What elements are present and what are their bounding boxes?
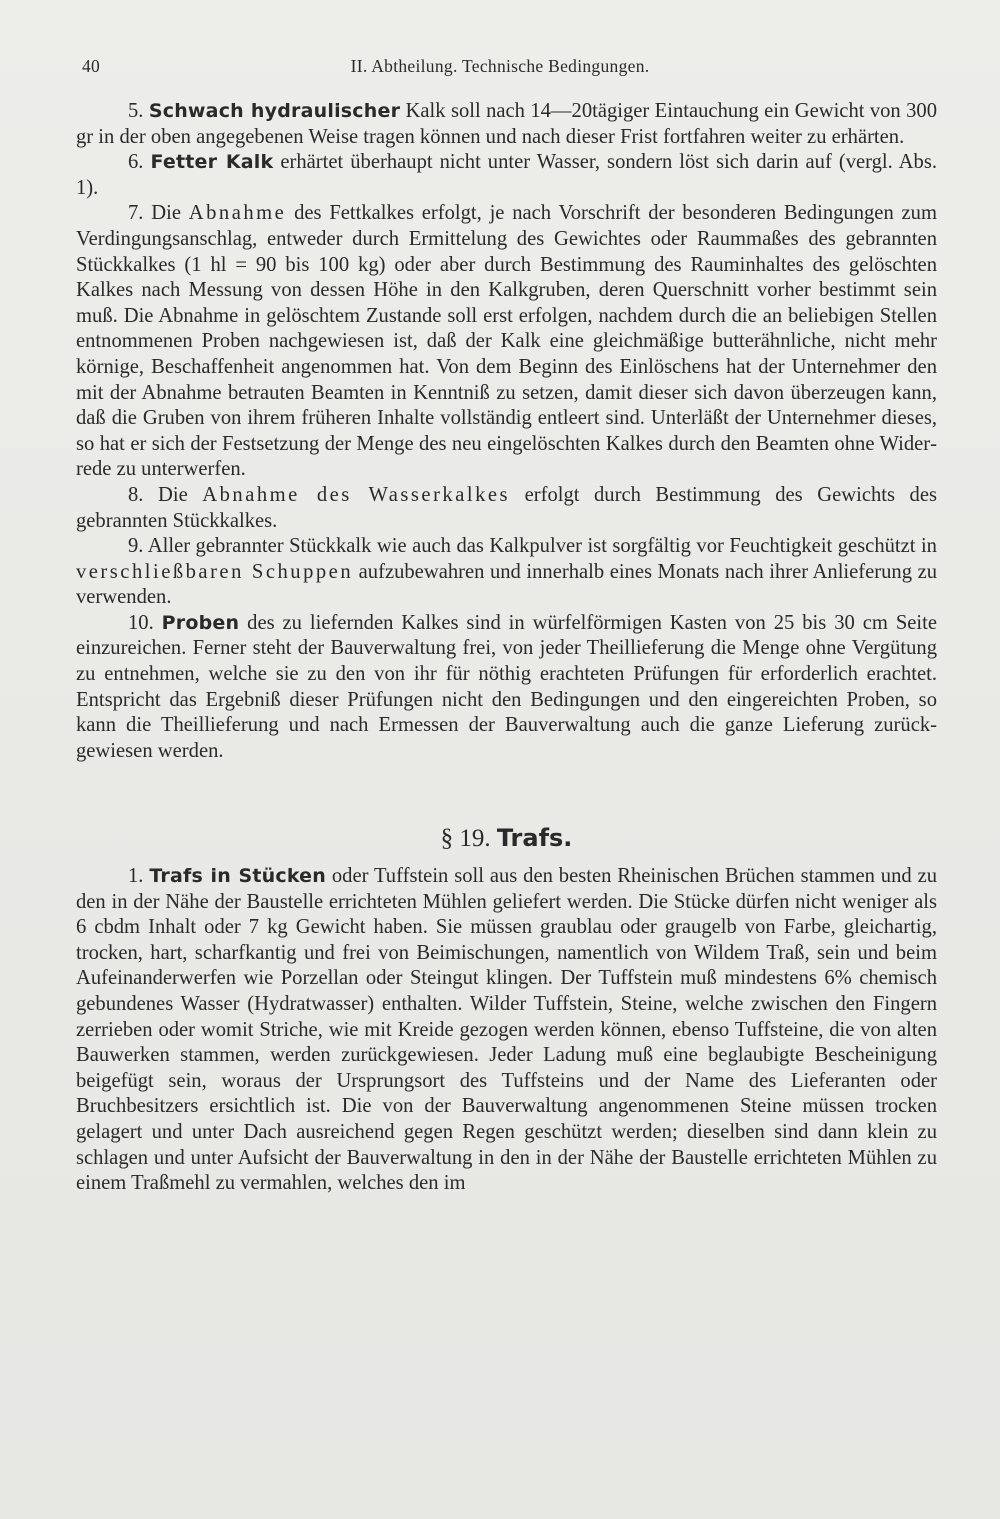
paragraph-10 xyxy=(76,611,937,765)
running-title: II. Abtheilung. Technische Bedingungen. xyxy=(350,56,650,76)
page-number: 40 xyxy=(82,56,101,76)
paragraph-text: erfolgt durch Bestimmung des Gewichts des gebrannten Stückkalkes. xyxy=(76,483,937,532)
page-body xyxy=(76,99,937,1197)
paragraph-text: erhärtet überhaupt nicht unter Wasser, sondern löst sich darin auf (vergl. Abs. 1). xyxy=(76,151,938,199)
paragraph-text: aufzubewahren und innerhalb eines Monats nach ihrer Anlieferung zu verwenden. xyxy=(76,560,937,609)
section-title: Trafs. xyxy=(496,824,573,853)
paragraph-5 xyxy=(76,99,937,150)
bold-term: Proben xyxy=(161,611,240,634)
paragraph-number: 8. Die xyxy=(128,483,203,506)
page-header xyxy=(82,56,918,86)
bold-term: Fetter Kalk xyxy=(150,151,274,174)
paragraph-number: 10. xyxy=(128,611,162,634)
paragraph-number: 1. xyxy=(128,865,150,888)
paragraph-text: Aller gebrannter Stückkalk wie auch das Kalkpulver ist sorgfältig vor Feuchtigkeit geschützt in xyxy=(147,535,937,558)
spaced-term: Abnahme xyxy=(188,202,287,225)
paragraph-text: oder Tuffstein soll aus den besten Rheinischen Brüchen stammen und zu den in der Nähe der Baustelle errichteten Mühlen geliefert werden. Die Stücke dürfen nicht weniger als 6 cbdm Inhalt oder 7 kg Gewicht haben. Sie müssen graublau oder graugelb von Farbe, gleichartig, trocken, hart, scharfkantig und frei von Beimischungen, namentlich von Wildem Traß, sein und beim Aufeinanderwerfen wie Porzellan oder Steingut klingen. Der Tuffstein muß mindestens 6% chemisch gebundenes Wasser (Hydratwasser) enthalten. Wilder Tuffstein, Steine, welche zwischen den Fingern zerrieben oder womit Striche, wie mit Kreide gezogen werden können, ebenso Tuffsteine, die von alten Bauwerken stammen, werden zurückgewiesen. Jeder Ladung muß eine beglaubigte Bescheinigung beigefügt sein, woraus der Ursprungsort des Tuffsteins und der Name des Lieferanten oder Bruchbesitzers ersichtlich ist. Die von der Bauverwaltung angenommenen Steine müssen trocken gelagert und unter Dach ausreichend gegen Regen geschützt werden; dieselben sind dann klein zu schlagen und unter Aufsicht der Bauverwaltung in den in der Nähe der Baustelle errichteten Mühlen zu einem Traßmehl zu vermahlen, welches den im xyxy=(76,865,938,1195)
section-paragraph-1 xyxy=(76,864,937,1197)
bold-term: Trafs in Stücken xyxy=(149,865,326,888)
section-heading xyxy=(76,826,937,852)
paragraph-text: des zu liefernden Kalkes sind in würfelförmigen Kasten von 25 bis 30 cm Seite einzureichen. Ferner steht der Bauverwaltung frei, von jeder Theillieferung die Menge ohne Vergütung zu entnehmen, welche sie zu den von ihr für nöthig erachteten Prüfungen für erforderlich erachtet. Entspricht das Ergebniß dieser Prüfungen nicht den Bedingungen und den eingereichten Proben, so kann die Theillieferung und nach Ermessen der Bauverwaltung auch die ganze Lieferung zurückgewiesen werden. xyxy=(76,611,937,762)
paragraph-number: 9. xyxy=(128,535,148,558)
paragraph-number: 7. Die xyxy=(128,202,189,225)
spaced-term: verschließbaren Schuppen xyxy=(76,560,354,583)
paragraph-number: 6. xyxy=(128,151,151,174)
paragraph-8 xyxy=(76,483,937,534)
paragraph-6 xyxy=(76,150,937,201)
paragraph-9 xyxy=(76,534,937,611)
spaced-term: Abnahme des Wasserkalkes xyxy=(202,483,511,506)
paragraph-text: Kalk soll nach 14—20tägiger Eintauchung ein Gewicht von 300 gr in der oben angegebenen Weise tragen können und nach dieser Frist fortfahren weiter zu erhärten. xyxy=(76,100,938,148)
paragraph-7 xyxy=(76,201,937,483)
paragraph-text: des Fettkalkes erfolgt, je nach Vorschrift der besonderen Bedingungen zum Verdingungsanschlag, entweder durch Ermittelung des Gewichtes oder Raummaßes des gebrannten Stückkalkes (1 hl = 90 bis 100 kg) oder aber durch Bestimmung des Rauminhaltes des gelöschten Kalkes nach Messung von dessen Höhe in den Kalkgruben, deren Querschnitt vorher bestimmt sein muß. Die Abnahme in gelöschtem Zustande soll erst erfolgen, nachdem durch die an beliebigen Stellen entnommenen Proben nachgewiesen ist, daß der Kalk eine gleichmäßige butterähnliche, nicht mehr körnige, Beschaffenheit angenommen hat. Von dem Beginn des Einlöschens hat der Unternehmer den mit der Abnahme betrauten Beamten in Kenntniß zu setzen, damit dieser sich davon überzeugen kann, daß die Gruben von ihrem früheren Inhalte vollständig entleert sind. Unterläßt der Unternehmer dieses, so hat er sich der Festsetzung der Menge des neu eingelöschten Kalkes durch den Beamten ohne Widerrede zu unterwerfen. xyxy=(76,202,937,481)
section-number: § 19. xyxy=(440,825,491,853)
bold-term: Schwach hydraulischer xyxy=(148,100,401,122)
paragraph-number: 5. xyxy=(128,100,149,122)
